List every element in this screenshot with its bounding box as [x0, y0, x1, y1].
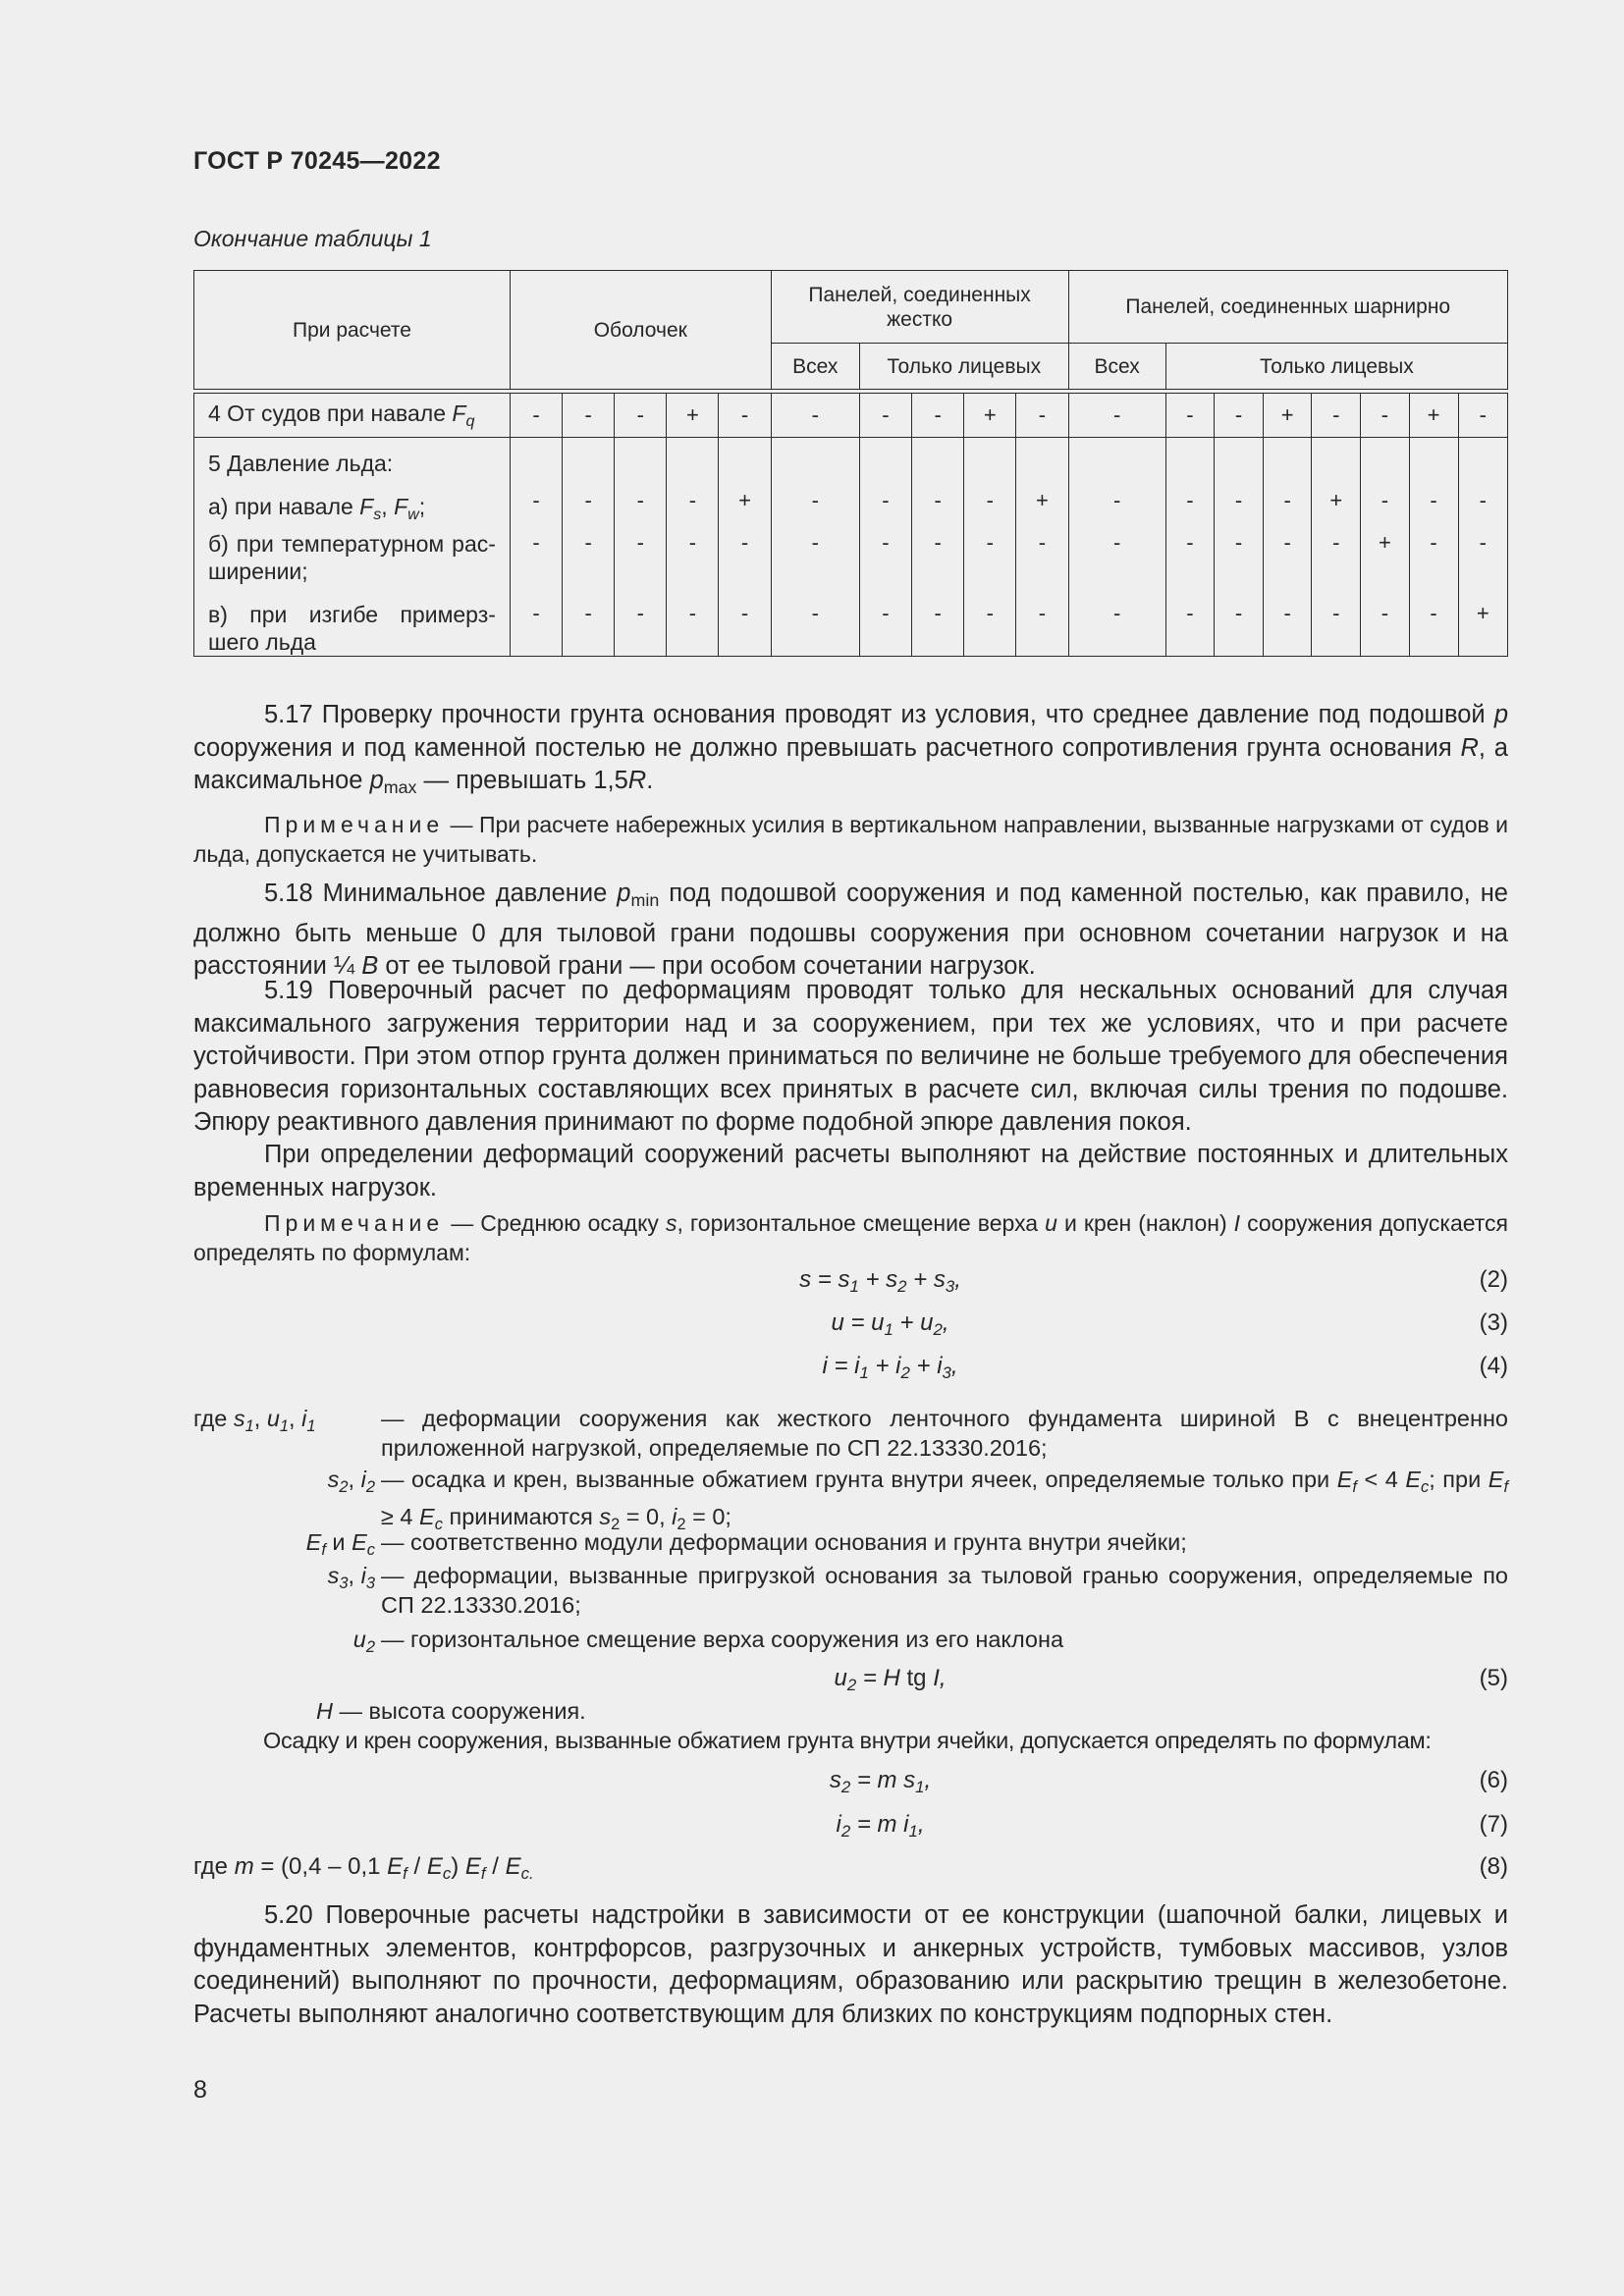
ice-case-b-sign: - — [1234, 530, 1243, 555]
row4-sign-cell: - — [563, 394, 615, 438]
ice-case-a-sign: - — [1430, 488, 1437, 512]
ice-case-b-sign: - — [584, 530, 592, 555]
row5-sign-cell — [859, 438, 911, 657]
formula-2: $s = s_1 + s_2 + s_3$, (2) — [799, 1266, 1508, 1296]
ice-case-c-sign: - — [1283, 601, 1291, 625]
row5-sign-cell — [563, 438, 615, 657]
row4-sign-cell: - — [1016, 394, 1068, 438]
row5-sign-cell — [1068, 438, 1165, 657]
formula-6: $s_2 = m$ $s_1$, (6) — [829, 1767, 1508, 1796]
ice-case-a-sign: + — [1329, 488, 1343, 512]
ice-case-b-sign: + — [1379, 530, 1391, 555]
row4-sign-cell: - — [1312, 394, 1361, 438]
formula-8: где m = (0,4 – 0,1 $E_f / E_c$) $E_f / E_{c.}$ (8) — [193, 1853, 1508, 1883]
where-item-4: $s_3$, $i_3$ — деформации, вызванные пригрузкой основания за тыловой гранью сооружения, определяемые по СП 22.13330.2016; — [327, 1563, 1508, 1618]
row4-sign-cell: - — [1361, 394, 1409, 438]
ice-case-c-sign: - — [688, 601, 697, 625]
ice-case-a-sign: - — [1283, 488, 1291, 512]
ice-case-c-sign: - — [584, 601, 592, 625]
row4-sign-cell: - — [859, 394, 911, 438]
row4-sign-cell: + — [1409, 394, 1458, 438]
row4-sign-cell: - — [1068, 394, 1165, 438]
ice-case-b-sign: - — [882, 530, 890, 555]
paragraph-5-19: 5.19 Поверочный расчет по деформациям проводят только для нескальных оснований для случая максимального загружения территории над и за сооружением, при тех же условиях, что и при расчете устойчивости. При этом отпор грунта должен приниматься по величине не больше требуемого для обеспечения равновесия горизонтальных составляющих всех принятых в расчете сил, включая силы трения по подошве. Эпюру реактивного давления принимают по форме подобной эпюре давления покоя. — [193, 977, 1508, 1136]
row4-sign-cell: - — [615, 394, 667, 438]
ice-case-b-sign: - — [1479, 530, 1487, 555]
ice-case-b-sign: - — [986, 530, 994, 555]
row5-sign-cell — [1458, 438, 1507, 657]
settlement-intro: Осадку и крен сооружения, вызванные обжатием грунта внутри ячейки, допускается определять по формулам: — [263, 1728, 1432, 1753]
ice-case-a-sign: - — [532, 488, 540, 512]
row-ship-impact-label: 4 От судов при навале $F_q$ — [194, 394, 511, 438]
ice-case-b-sign: - — [636, 530, 644, 555]
ice-case-b-sign: - — [1332, 530, 1340, 555]
row5-sign-cell — [1016, 438, 1068, 657]
ice-case-a-sign: - — [1380, 488, 1389, 512]
row4-sign-cell: + — [964, 394, 1016, 438]
page-number: 8 — [193, 2076, 207, 2104]
ice-case-a-sign: - — [1186, 488, 1194, 512]
row4-sign-cell: + — [1264, 394, 1312, 438]
row5-sign-cell — [1214, 438, 1263, 657]
row4-sign-cell: - — [719, 394, 771, 438]
ice-case-b-sign: - — [811, 530, 819, 555]
row4-sign-cell: - — [771, 394, 859, 438]
ice-case-c-sign: - — [1380, 601, 1389, 625]
row4-sign-cell: - — [1165, 394, 1214, 438]
ice-case-a-sign: - — [811, 488, 819, 512]
document-code-header: ГОСТ Р 70245—2022 — [193, 147, 441, 175]
row4-sign-cell: + — [667, 394, 719, 438]
ice-case-c-sign: - — [811, 601, 819, 625]
table-caption: Окончание таблицы 1 — [193, 226, 432, 251]
row-ice-pressure-label: 5 Давление льда: а) при навале $F_s$, $F_w$; б) при температурном рас- ширении; в) при изгибе примерз- шего льда — [194, 438, 511, 657]
ice-case-c-sign: - — [1038, 601, 1047, 625]
where-item-2: $s_2$, $i_2$ — осадка и крен, вызванные обжатием грунта внутри ячеек, определяемые только при $E_f < 4$ $E_c$; при $E_f \ge 4$ $E_c$ принимаются $s_2 = 0$, $i_2 = 0$; — [327, 1467, 1509, 1533]
ice-case-a-sign: - — [986, 488, 994, 512]
row5-sign-cell — [1409, 438, 1458, 657]
ice-case-a-sign: - — [1112, 488, 1121, 512]
row5-sign-cell — [771, 438, 859, 657]
row5-sign-cell — [1312, 438, 1361, 657]
ice-case-b-sign: - — [1430, 530, 1437, 555]
ice-case-c-sign: - — [1186, 601, 1194, 625]
ice-case-c-sign: - — [1430, 601, 1437, 625]
header-hinged-all: Всех — [1068, 344, 1165, 390]
ice-case-c-sign: - — [532, 601, 540, 625]
where-H: H — высота сооружения. — [316, 1698, 586, 1724]
row5-sign-cell — [912, 438, 964, 657]
ice-case-a-sign: + — [738, 488, 751, 512]
header-rigid-face: Только лицевых — [859, 344, 1068, 390]
row5-sign-cell — [1165, 438, 1214, 657]
loads-table — [193, 270, 1508, 657]
paragraph-5-17: 5.17 Проверку прочности грунта основания проводят из условия, что среднее давление под подошвой p сооружения и под каменной постелью не должно превышать расчетного сопротивления грунта основания R, а максимальное $p_{max}$ — превышать 1,5R. — [193, 701, 1508, 797]
ice-case-a-sign: + — [1035, 488, 1049, 512]
row5-sign-cell — [510, 438, 562, 657]
ice-case-b-sign: - — [1186, 530, 1194, 555]
row4-sign-cell: - — [1458, 394, 1507, 438]
paragraph-deformations: При определении деформаций сооружений расчеты выполняют на действие постоянных и длительных временных нагрузок. — [193, 1141, 1508, 1201]
row4-sign-cell: - — [510, 394, 562, 438]
header-rigid-panels: Панелей, соединенных жестко — [771, 271, 1068, 344]
formula-3: $u = u_1 + u_2$, (3) — [831, 1309, 1508, 1339]
paragraph-5-20: 5.20 Поверочные расчеты надстройки в зависимости от ее конструкции (шапочной балки, лицевых и фундаментных элементов, контрфорсов, разгрузочных и анкерных устройств, тумбовых массивов, узлов соединений) выполняют по прочности, деформациям, образованию или раскрытию трещин в железобетоне. Расчеты выполняют аналогично соответствующим для близких по конструкциям подпорных стен. — [193, 1901, 1508, 2028]
row4-sign-cell: - — [912, 394, 964, 438]
row5-sign-cell — [615, 438, 667, 657]
row5-sign-cell — [1361, 438, 1409, 657]
row5-sign-cell — [667, 438, 719, 657]
ice-case-a-sign: - — [1479, 488, 1487, 512]
ice-case-c-sign: - — [882, 601, 890, 625]
ice-case-c-sign: - — [636, 601, 644, 625]
ice-case-b-sign: - — [1112, 530, 1121, 555]
ice-case-b-sign: - — [1283, 530, 1291, 555]
ice-case-c-sign: + — [1476, 601, 1489, 625]
row5-sign-cell — [1264, 438, 1312, 657]
ice-case-c-sign: - — [1234, 601, 1243, 625]
formula-4: $i = i_1 + i_2 + i_3$, (4) — [822, 1353, 1508, 1382]
ice-case-a-sign: - — [584, 488, 592, 512]
where-item-1: где $s_1$, $u_1$, $i_1$ — деформации сооружения как жесткого ленточного фундамента шириной В с внецентренно приложенной нагрузкой, определяемые по СП 22.13330.2016; — [193, 1406, 1508, 1461]
ice-case-b-sign: - — [1038, 530, 1047, 555]
ice-case-b-sign: - — [934, 530, 942, 555]
ice-case-a-sign: - — [882, 488, 890, 512]
row5-sign-cell — [719, 438, 771, 657]
row5-sign-cell — [964, 438, 1016, 657]
ice-case-a-sign: - — [934, 488, 942, 512]
header-rigid-all: Всех — [771, 344, 859, 390]
ice-case-a-sign: - — [1234, 488, 1243, 512]
ice-case-b-sign: - — [532, 530, 540, 555]
formula-5: $u_2 = H$ tg I, (5) — [834, 1665, 1508, 1694]
note-2: Примечание — Среднюю осадку s, горизонтальное смещение верха u и крен (наклон) I сооружения допускается определять по формулам: — [193, 1210, 1508, 1265]
ice-case-c-sign: - — [740, 601, 749, 625]
note-1: Примечание — При расчете набережных усилия в вертикальном направлении, вызванные нагрузками от судов и льда, допускается не учитывать. — [193, 812, 1508, 867]
header-calc: При расчете — [194, 271, 511, 390]
header-hinged-panels: Панелей, соединенных шарнирно — [1068, 271, 1507, 344]
ice-case-c-sign: - — [1332, 601, 1340, 625]
ice-case-a-sign: - — [636, 488, 644, 512]
header-shells: Оболочек — [510, 271, 771, 390]
ice-case-a-sign: - — [688, 488, 697, 512]
ice-case-c-sign: - — [1112, 601, 1121, 625]
where-item-3: $E_f$ и $E_c$ — соответственно модули деформации основания и грунта внутри ячейки; — [305, 1529, 1187, 1559]
row4-sign-cell: - — [1214, 394, 1263, 438]
where-item-5: $u_2$ — горизонтальное смещение верха сооружения из его наклона — [352, 1627, 1064, 1656]
ice-case-b-sign: - — [688, 530, 697, 555]
paragraph-5-18: 5.18 Минимальное давление $p_{min}$ под подошвой сооружения и под каменной постелью, как правило, не должно быть меньше 0 для тыловой грани подошвы сооружения при основном сочетании нагрузок и на расстоянии ¼ B от ее тыловой грани — при особом сочетании нагрузок. — [193, 880, 1508, 980]
ice-case-c-sign: - — [934, 601, 942, 625]
header-hinged-face: Только лицевых — [1165, 344, 1507, 390]
ice-case-c-sign: - — [986, 601, 994, 625]
ice-case-b-sign: - — [740, 530, 749, 555]
formula-7: $i_2 = m$ $i_1$, (7) — [836, 1811, 1508, 1841]
